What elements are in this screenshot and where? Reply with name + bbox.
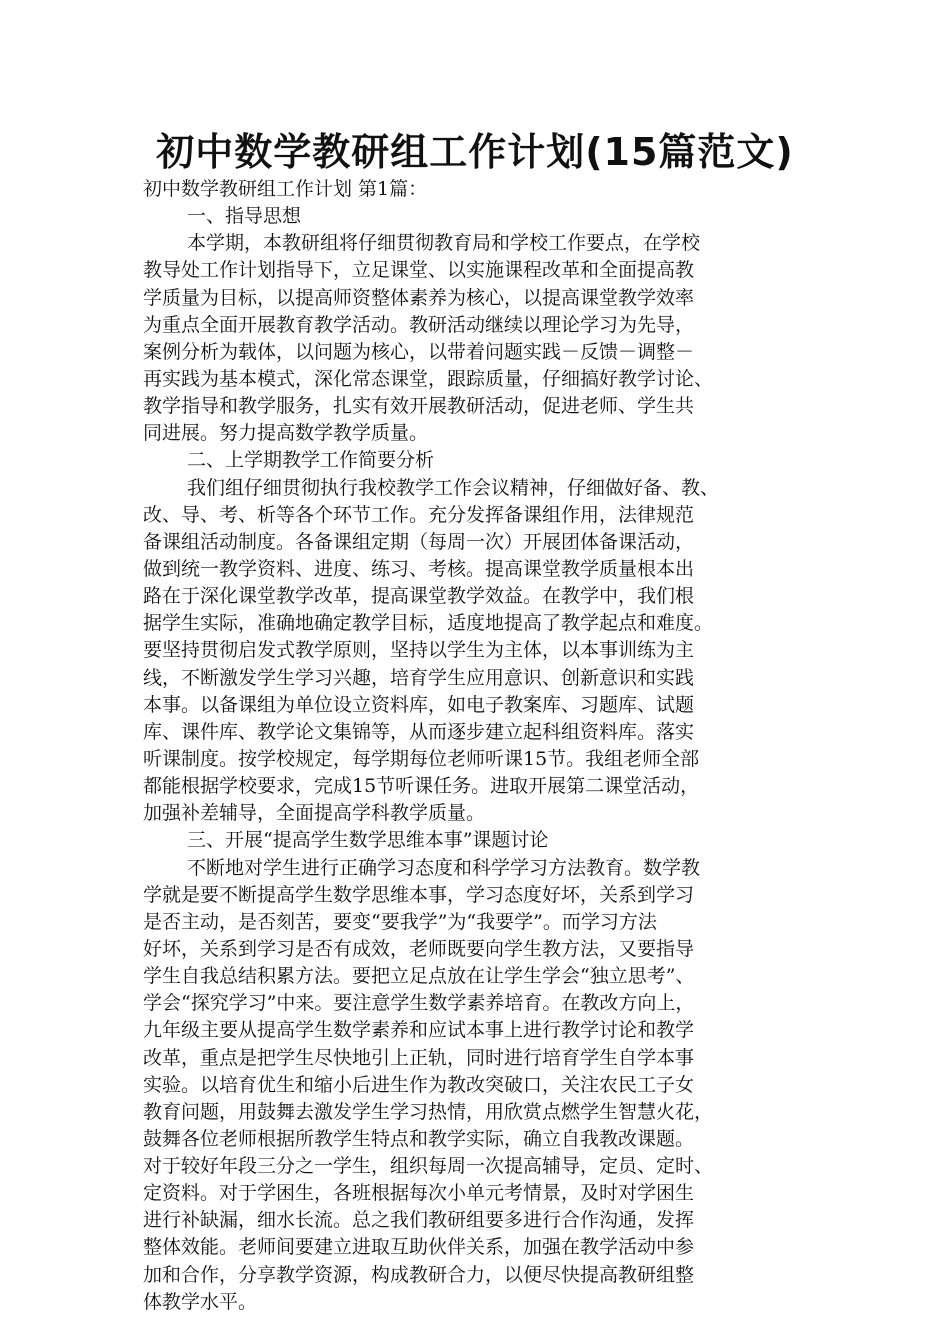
paragraph-line: 是否主动，是否刻苦，要变“要我学”为“我要学”。而学习方法 bbox=[143, 910, 657, 933]
paragraph-line: 不断地对学生进行正确学习态度和科学学习方法教育。数学教 bbox=[187, 856, 701, 879]
paragraph-line: 加和合作，分享教学资源，构成教研合力，以便尽快提高教研组整 bbox=[143, 1263, 695, 1286]
paragraph-line: 鼓舞各位老师根据所教学生特点和教学实际，确立自我教改课题。 bbox=[143, 1127, 695, 1150]
paragraph-line: 本学期，本教研组将仔细贯彻教育局和学校工作要点，在学校 bbox=[187, 232, 701, 255]
paragraph-line: 体教学水平。 bbox=[143, 1290, 258, 1313]
section-heading-1: 一、指导思想 bbox=[187, 205, 302, 228]
paragraph-line: 为重点全面开展教育教学活动。教研活动继续以理论学习为先导， bbox=[143, 313, 695, 336]
section-heading-3: 三、开展“提高学生数学思维本事”课题讨论 bbox=[187, 829, 549, 852]
paragraph-line: 定资料。对于学困生，各班根据每次小单元考情景，及时对学困生 bbox=[143, 1182, 695, 1205]
paragraph-line: 学就是要不断提高学生数学思维本事，学习态度好坏，关系到学习 bbox=[143, 883, 695, 906]
paragraph-line: 案例分析为载体，以问题为核心，以带着问题实践－反馈－调整－ bbox=[143, 340, 695, 363]
paragraph-line: 整体效能。老师间要建立进取互助伙伴关系，加强在教学活动中参 bbox=[143, 1236, 695, 1259]
paragraph-line: 改革，重点是把学生尽快地引上正轨，同时进行培育学生自学本事 bbox=[143, 1046, 695, 1069]
paragraph-line: 都能根据学校要求，完成15节听课任务。进取开展第二课堂活动， bbox=[143, 775, 700, 798]
paragraph-line: 再实践为基本模式，深化常态课堂，跟踪质量，仔细搞好教学讨论、 bbox=[143, 367, 714, 390]
paragraph-line: 教育问题，用鼓舞去激发学生学习热情，用欣赏点燃学生智慧火花， bbox=[143, 1100, 714, 1123]
paragraph-line: 九年级主要从提高学生数学素养和应试本事上进行教学讨论和教学 bbox=[143, 1019, 695, 1042]
paragraph-line: 教学指导和教学服务，扎实有效开展教研活动，促进老师、学生共 bbox=[143, 395, 695, 418]
paragraph-line: 线，不断激发学生学习兴趣，培育学生应用意识、创新意识和实践 bbox=[143, 666, 695, 689]
paragraph-line: 好坏，关系到学习是否有成效，老师既要向学生教方法，又要指导 bbox=[143, 937, 695, 960]
paragraph-line: 进行补缺漏，细水长流。总之我们教研组要多进行合作沟通，发挥 bbox=[143, 1209, 695, 1232]
paragraph-line: 实验。以培育优生和缩小后进生作为教改突破口，关注农民工子女 bbox=[143, 1073, 695, 1096]
paragraph-line: 对于较好年段三分之一学生，组织每周一次提高辅导，定员、定时、 bbox=[143, 1155, 714, 1178]
paragraph-line: 听课制度。按学校规定，每学期每位老师听课15节。我组老师全部 bbox=[143, 747, 700, 770]
paragraph-line: 路在于深化课堂教学改革，提高课堂教学效益。在教学中，我们根 bbox=[143, 585, 695, 608]
paragraph-line: 学生自我总结积累方法。要把立足点放在让学生学会“独立思考”、 bbox=[143, 965, 695, 988]
paragraph-line: 备课组活动制度。各备课组定期（每周一次）开展团体备课活动， bbox=[143, 530, 695, 553]
paragraph-line: 学质量为目标，以提高师资整体素养为核心，以提高课堂教学效率 bbox=[143, 286, 695, 309]
paragraph-line: 学会“探究学习”中来。要注意学生数学素养培育。在教改方向上， bbox=[143, 992, 695, 1015]
document-title: 初中数学教研组工作计划(15篇范文) bbox=[156, 130, 794, 174]
paragraph-line: 我们组仔细贯彻执行我校教学工作会议精神，仔细做好备、教、 bbox=[187, 476, 720, 499]
paragraph-line: 做到统一教学资料、进度、练习、考核。提高课堂教学质量根本出 bbox=[143, 557, 695, 580]
paragraph-line: 教导处工作计划指导下，立足课堂、以实施课程改革和全面提高教 bbox=[143, 259, 695, 282]
paragraph-line: 本事。以备课组为单位设立资料库，如电子教案库、习题库、试题 bbox=[143, 693, 695, 716]
paragraph-line: 改、导、考、析等各个环节工作。充分发挥备课组作用，法律规范 bbox=[143, 503, 695, 526]
paragraph-line: 同进展。努力提高数学教学质量。 bbox=[143, 422, 429, 445]
document-body bbox=[143, 176, 823, 1316]
paragraph-line: 加强补差辅导，全面提高学科教学质量。 bbox=[143, 802, 486, 825]
subtitle-line: 初中数学教研组工作计划 第1篇： bbox=[143, 178, 428, 200]
paragraph-line: 要坚持贯彻启发式教学原则，坚持以学生为主体，以本事训练为主 bbox=[143, 639, 695, 662]
paragraph-line: 据学生实际，准确地确定教学目标，适度地提高了教学起点和难度。 bbox=[143, 612, 714, 635]
paragraph-line: 库、课件库、教学论文集锦等，从而逐步建立起科组资料库。落实 bbox=[143, 720, 695, 743]
section-heading-2: 二、上学期教学工作简要分析 bbox=[187, 449, 435, 472]
